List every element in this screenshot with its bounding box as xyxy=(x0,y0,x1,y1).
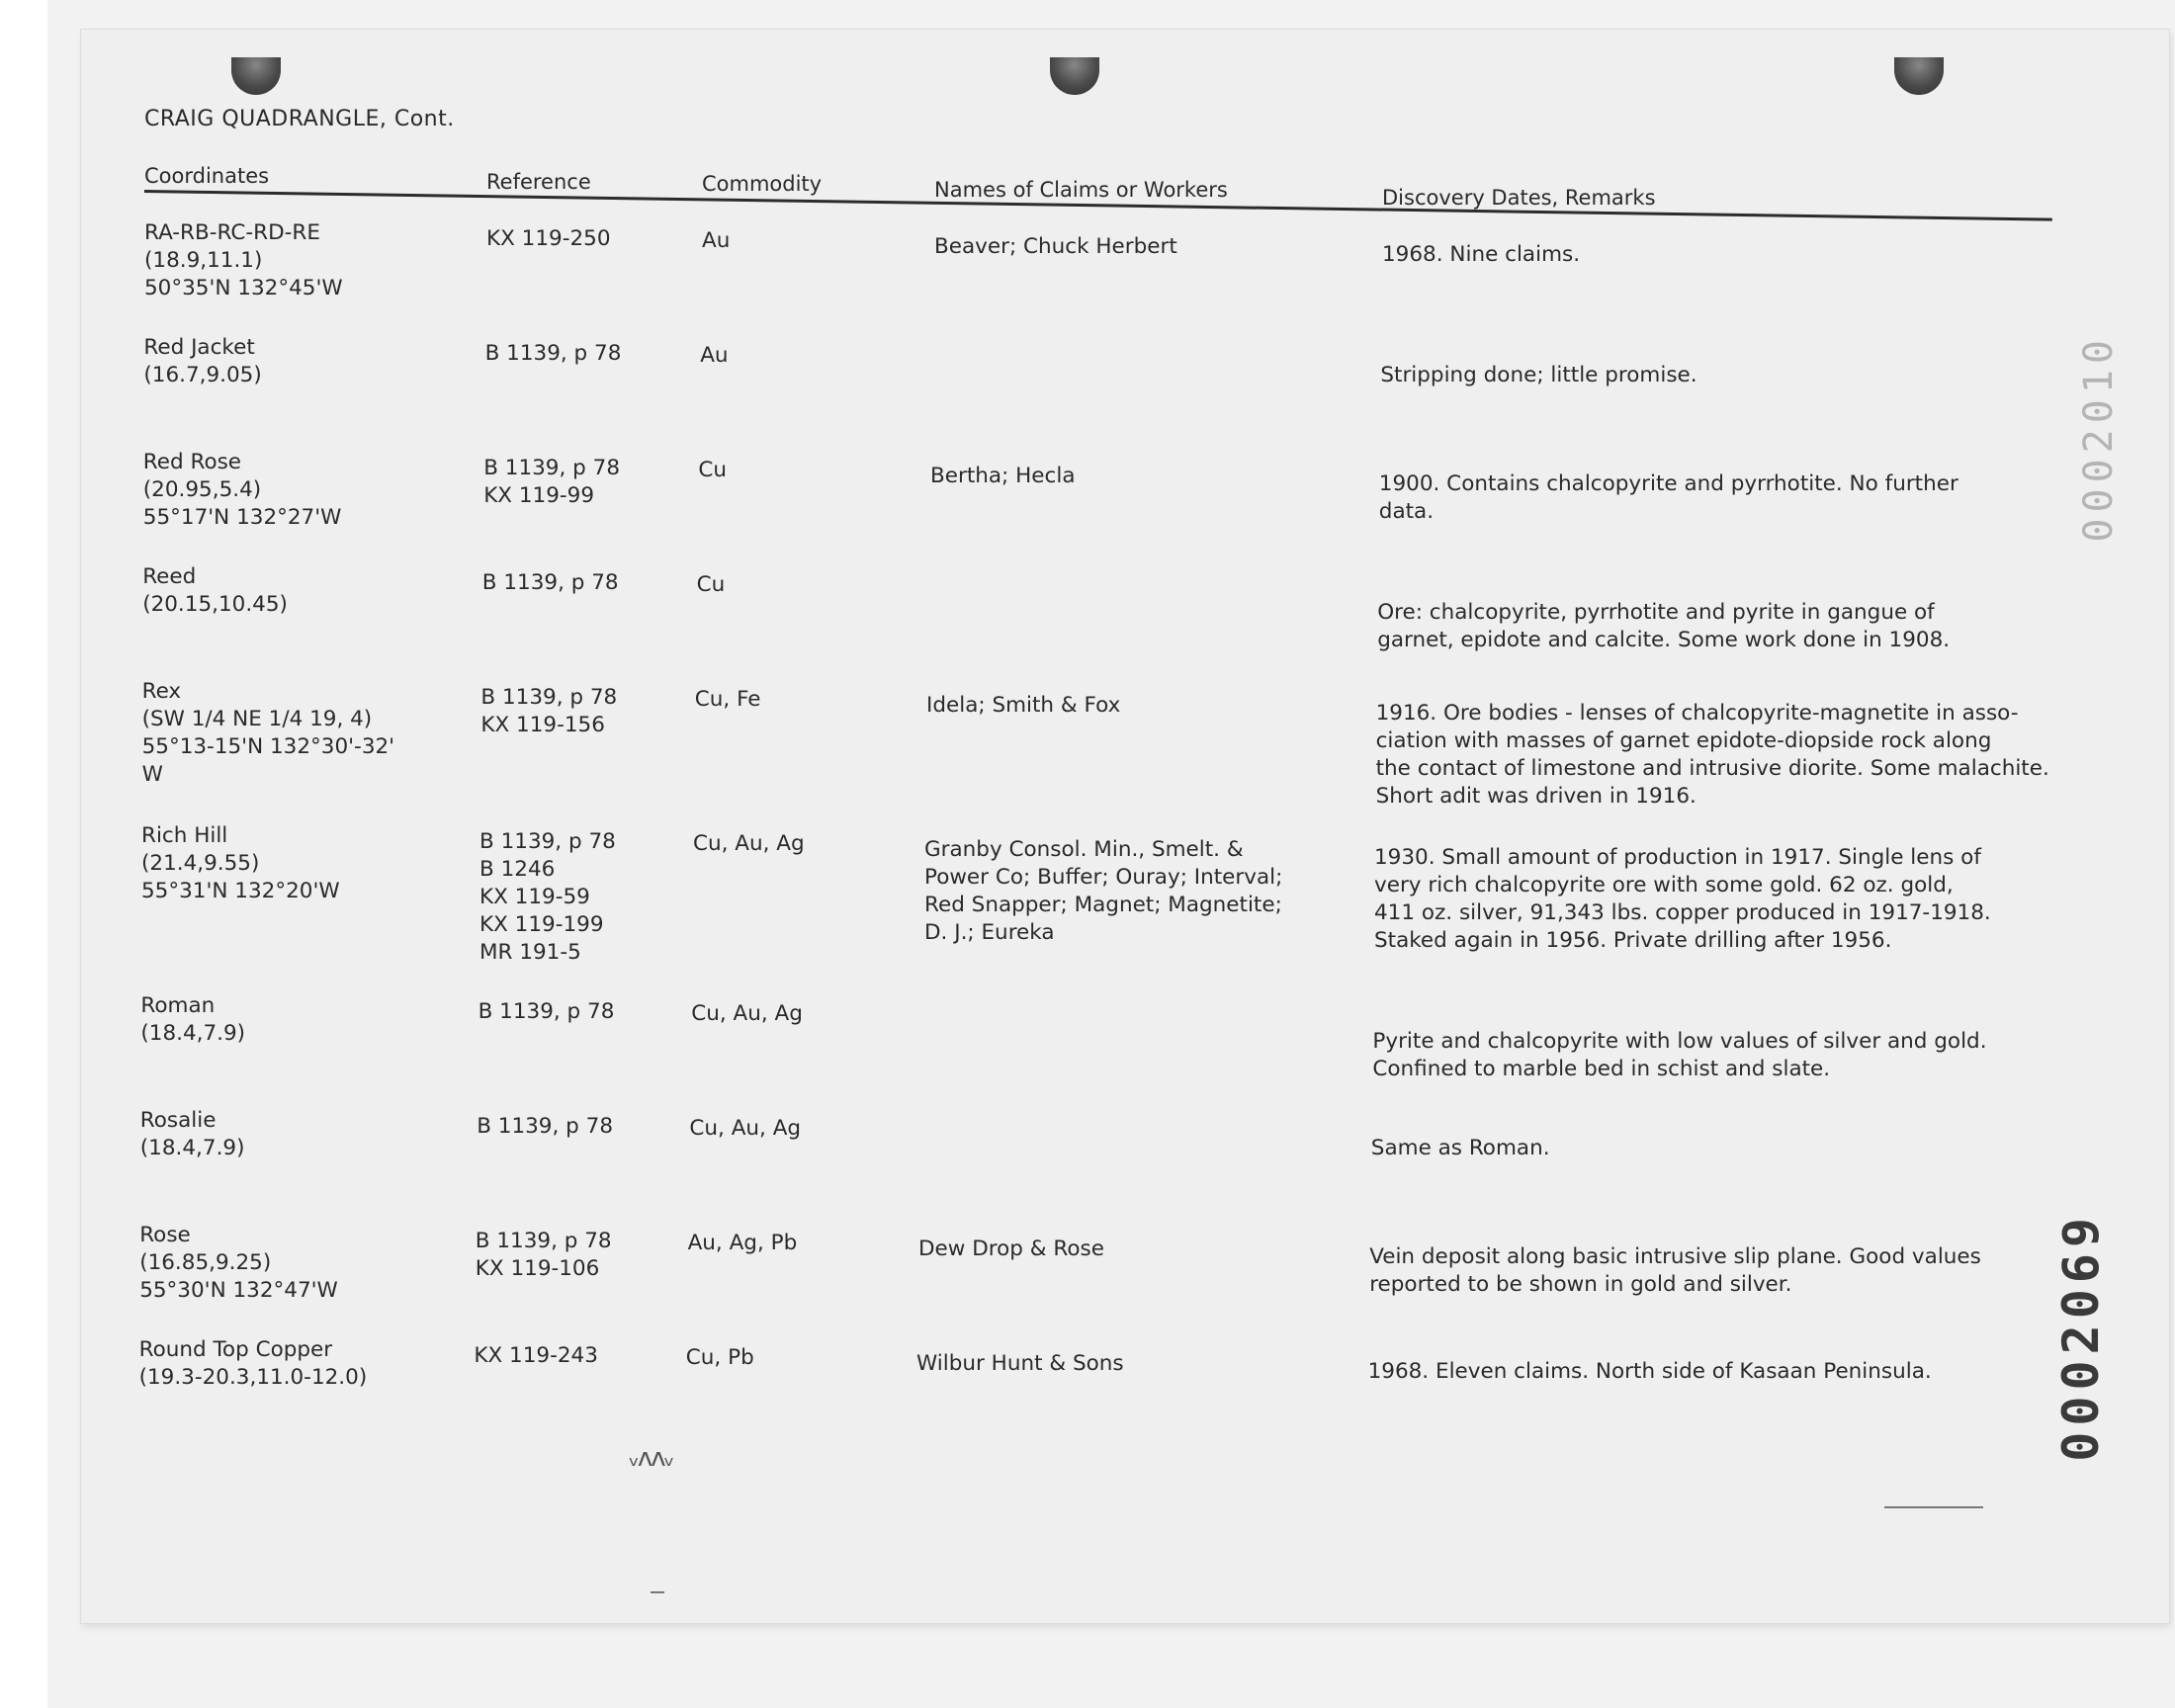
coordinates-cell xyxy=(144,219,343,302)
claim-names-cell-line: Idela; Smith & Fox xyxy=(926,693,1121,718)
coordinates-cell xyxy=(139,1222,338,1305)
commodity-cell xyxy=(686,1344,754,1372)
reference-cell-line: KX 119-59 xyxy=(479,885,590,909)
coordinates-cell-line: Roman xyxy=(140,993,216,1018)
faint-margin-id: 0002010 xyxy=(2076,334,2122,543)
coordinates-cell-line: (19.3-20.3,11.0-12.0) xyxy=(138,1365,368,1390)
commodity-cell-line: Cu, Pb xyxy=(685,1345,754,1370)
scanner-margin xyxy=(0,0,47,1708)
coordinates-cell xyxy=(143,449,342,532)
remarks-cell-line: Pyrite and chalcopyrite with low values of silver and gold. xyxy=(1372,1029,1987,1054)
remarks-cell xyxy=(1379,470,1958,526)
reference-cell xyxy=(485,340,622,368)
coordinates-cell-line: Red Rose xyxy=(142,450,242,474)
coordinates-cell-line: Rosalie xyxy=(139,1108,217,1133)
remarks-cell-line: Short adit was driven in 1916. xyxy=(1375,784,1696,809)
coordinates-cell xyxy=(142,563,288,619)
claim-names-cell xyxy=(916,1350,1124,1378)
claim-names-cell xyxy=(918,1236,1104,1263)
coordinates-cell-line: Rose xyxy=(139,1223,191,1247)
coordinates-cell-line: 55°17'N 132°27'W xyxy=(142,505,342,530)
coordinates-cell-line: Reed xyxy=(142,564,197,589)
remarks-cell-line: 1900. Contains chalcopyrite and pyrrhotite. No further xyxy=(1378,471,1958,496)
commodity-cell xyxy=(688,1230,798,1257)
remarks-cell-line: Same as Roman. xyxy=(1370,1136,1550,1160)
reference-cell-line: KX 119-99 xyxy=(483,483,595,508)
reference-cell xyxy=(474,1342,598,1370)
commodity-cell xyxy=(697,571,726,599)
punch-hole xyxy=(1894,57,1944,95)
stray-mark xyxy=(651,1591,664,1593)
coordinates-cell-line: (21.4,9.55) xyxy=(141,851,260,876)
commodity-cell xyxy=(691,1000,803,1028)
remarks-cell-line: reported to be shown in gold and silver. xyxy=(1369,1272,1792,1297)
coordinates-cell-line: RA-RB-RC-RD-RE xyxy=(144,220,320,245)
commodity-cell-line: Au xyxy=(700,343,729,368)
reference-cell-line: B 1139, p 78 xyxy=(475,1229,612,1253)
coordinates-cell-line: W xyxy=(141,762,163,787)
claim-names-cell-line: Dew Drop & Rose xyxy=(918,1237,1104,1261)
remarks-cell xyxy=(1368,1358,1932,1386)
remarks-cell xyxy=(1369,1243,1981,1299)
coordinates-cell-line: Round Top Copper xyxy=(138,1337,333,1362)
commodity-cell-line: Cu, Fe xyxy=(694,687,761,712)
remarks-cell-line: 1930. Small amount of production in 1917. Single lens of xyxy=(1374,845,1981,870)
claim-names-cell xyxy=(930,463,1076,490)
claim-names-cell-line: Power Co; Buffer; Ouray; Interval; xyxy=(924,865,1283,890)
stray-mark xyxy=(1884,1506,1983,1508)
coordinates-cell-line: (18.4,7.9) xyxy=(139,1136,245,1160)
coordinates-cell-line: 55°30'N 132°47'W xyxy=(139,1278,338,1303)
claim-names-cell-line: Red Snapper; Magnet; Magnetite; xyxy=(924,893,1282,917)
reference-cell-line: MR 191-5 xyxy=(479,940,581,965)
header-names: Names of Claims or Workers xyxy=(934,178,1228,202)
punch-hole xyxy=(1050,57,1099,95)
coordinates-cell-line: (SW 1/4 NE 1/4 19, 4) xyxy=(141,707,373,731)
coordinates-cell-line: (20.15,10.45) xyxy=(142,592,288,617)
remarks-cell xyxy=(1372,1028,1986,1083)
reference-cell xyxy=(482,569,619,597)
remarks-cell-line: Stripping done; little promise. xyxy=(1380,363,1697,387)
commodity-cell xyxy=(702,227,730,255)
reference-cell-line: B 1139, p 78 xyxy=(484,341,622,366)
reference-cell xyxy=(477,1113,613,1141)
remarks-cell-line: very rich chalcopyrite ore with some gold. 62 oz. gold, xyxy=(1374,873,1954,897)
coordinates-cell xyxy=(140,1107,245,1162)
reference-cell-line: KX 119-106 xyxy=(475,1256,600,1281)
remarks-cell xyxy=(1371,1135,1550,1162)
claim-names-cell xyxy=(926,692,1120,720)
remarks-cell xyxy=(1374,844,1991,955)
remarks-cell-line: 411 oz. silver, 91,343 lbs. copper produced in 1917-1918. xyxy=(1374,900,1991,925)
remarks-cell-line: Vein deposit along basic intrusive slip plane. Good values xyxy=(1369,1244,1981,1269)
remarks-cell-line: 1916. Ore bodies - lenses of chalcopyrite-magnetite in asso- xyxy=(1375,701,2019,726)
commodity-cell-line: Au, Ag, Pb xyxy=(687,1231,798,1255)
reference-cell-line: B 1139, p 78 xyxy=(481,570,619,595)
remarks-cell-line: ciation with masses of garnet epidote-diopside rock along xyxy=(1375,728,1992,753)
claim-names-cell-line: Bertha; Hecla xyxy=(930,464,1076,488)
commodity-cell xyxy=(689,1115,801,1143)
coordinates-cell-line: Rich Hill xyxy=(141,823,228,848)
coordinates-cell-line: (16.7,9.05) xyxy=(143,363,262,387)
claim-names-cell-line: Granby Consol. Min., Smelt. & xyxy=(924,837,1244,862)
reference-cell-line: KX 119-156 xyxy=(480,713,605,737)
coordinates-cell-line: (20.95,5.4) xyxy=(142,477,262,502)
coordinates-cell xyxy=(140,992,245,1048)
coordinates-cell-line: (18.9,11.1) xyxy=(144,248,263,273)
reference-cell-line: KX 119-199 xyxy=(479,912,604,937)
header-reference: Reference xyxy=(486,170,591,194)
claim-names-cell-line: D. J.; Eureka xyxy=(924,920,1055,945)
commodity-cell-line: Cu, Au, Ag xyxy=(689,1116,802,1141)
remarks-cell xyxy=(1382,241,1580,269)
coordinates-cell-line: 50°35'N 132°45'W xyxy=(144,276,343,300)
header-coordinates: Coordinates xyxy=(144,164,270,188)
remarks-cell-line: Staked again in 1956. Private drilling after 1956. xyxy=(1374,928,1892,953)
coordinates-cell-line: Rex xyxy=(141,679,182,704)
coordinates-cell-line: Red Jacket xyxy=(143,335,255,360)
coordinates-cell xyxy=(141,822,340,905)
commodity-cell xyxy=(698,457,727,484)
coordinates-cell-line: 55°31'N 132°20'W xyxy=(141,879,340,903)
coordinates-cell-line: (18.4,7.9) xyxy=(140,1021,246,1046)
reference-cell-line: B 1139, p 78 xyxy=(477,1114,613,1139)
commodity-cell xyxy=(700,342,728,370)
page-title: CRAIG QUADRANGLE, Cont. xyxy=(144,107,455,131)
reference-cell xyxy=(479,828,616,967)
coordinates-cell-line: 55°13-15'N 132°30'-32' xyxy=(141,734,395,759)
commodity-cell xyxy=(695,686,761,714)
commodity-cell-line: Cu xyxy=(698,458,728,482)
header-commodity: Commodity xyxy=(702,172,823,196)
reference-cell xyxy=(483,455,620,510)
commodity-cell-line: Cu, Au, Ag xyxy=(693,831,805,856)
remarks-cell xyxy=(1380,362,1696,389)
reference-cell xyxy=(480,684,617,739)
remarks-cell-line: Ore: chalcopyrite, pyrrhotite and pyrite in gangue of xyxy=(1377,600,1935,625)
commodity-cell-line: Cu xyxy=(696,572,726,597)
commodity-cell-line: Au xyxy=(702,228,731,253)
coordinates-cell xyxy=(139,1336,368,1392)
claim-names-cell xyxy=(934,233,1177,261)
remarks-cell-line: garnet, epidote and calcite. Some work done in 1908. xyxy=(1377,628,1951,652)
reference-cell-line: KX 119-243 xyxy=(474,1343,598,1368)
claim-names-cell xyxy=(924,836,1282,947)
coordinates-cell xyxy=(143,334,261,389)
document-id: 0002069 xyxy=(2052,1212,2110,1462)
remarks-cell-line: the contact of limestone and intrusive diorite. Some malachite. xyxy=(1375,756,2049,781)
header-remarks: Discovery Dates, Remarks xyxy=(1382,186,1656,210)
remarks-cell xyxy=(1376,700,2049,811)
reference-cell-line: B 1139, p 78 xyxy=(483,456,620,480)
claim-names-cell-line: Wilbur Hunt & Sons xyxy=(916,1351,1124,1376)
remarks-cell-line: 1968. Nine claims. xyxy=(1382,242,1581,267)
reference-cell xyxy=(478,998,615,1026)
claim-names-cell-line: Beaver; Chuck Herbert xyxy=(934,234,1177,259)
reference-cell-line: KX 119-250 xyxy=(486,226,611,251)
reference-cell xyxy=(486,225,611,253)
scribble-mark: ᵥᴧᴧᵥ xyxy=(629,1443,673,1473)
remarks-cell-line: Confined to marble bed in schist and slate. xyxy=(1372,1057,1831,1081)
commodity-cell-line: Cu, Au, Ag xyxy=(691,1001,803,1026)
punch-hole xyxy=(231,57,281,95)
reference-cell xyxy=(476,1228,612,1283)
commodity-cell xyxy=(693,830,805,858)
reference-cell-line: B 1139, p 78 xyxy=(479,829,616,854)
coordinates-cell-line: (16.85,9.25) xyxy=(139,1250,272,1275)
remarks-cell-line: data. xyxy=(1378,499,1435,524)
reference-cell-line: B 1139, p 78 xyxy=(480,685,618,710)
remarks-cell-line: 1968. Eleven claims. North side of Kasaan Peninsula. xyxy=(1367,1359,1932,1384)
reference-cell-line: B 1139, p 78 xyxy=(478,999,615,1024)
remarks-cell xyxy=(1377,599,1950,654)
reference-cell-line: B 1246 xyxy=(479,857,556,882)
coordinates-cell xyxy=(142,678,395,789)
